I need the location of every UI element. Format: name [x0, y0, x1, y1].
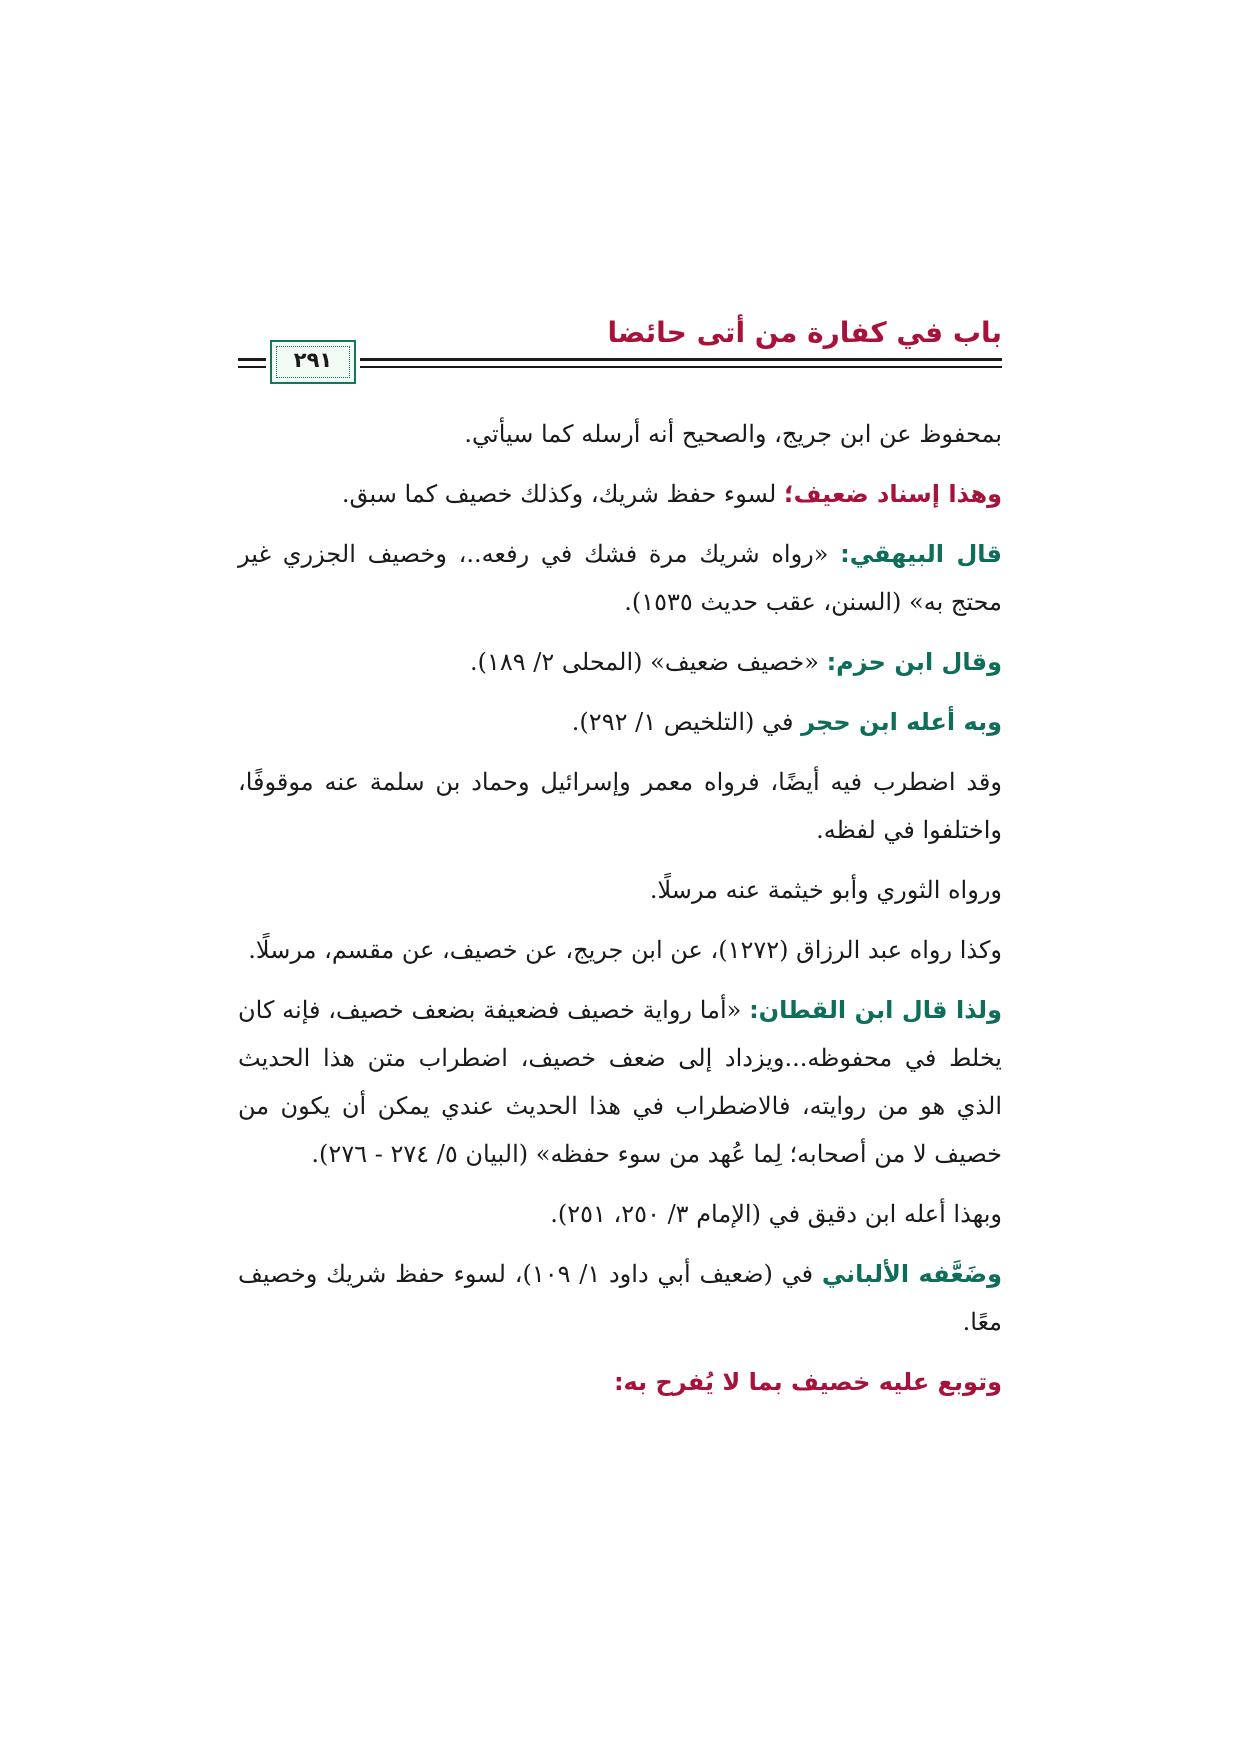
page-number: ٢٩١ — [293, 348, 333, 372]
paragraph-label: وبه أعله ابن حجر — [801, 708, 1002, 736]
paragraph — [238, 1190, 1002, 1238]
paragraph-text: بمحفوظ عن ابن جريج، والصحيح أنه أرسله كما سيأتي. — [464, 420, 1002, 448]
chapter-title: باب في كفارة من أتى حائضا — [607, 316, 1002, 349]
body-text — [238, 410, 1002, 1418]
paragraph-text: وكذا رواه عبد الرزاق (١٢٧٢)، عن ابن جريج، عن خصيف، عن مقسم، مرسلًا. — [248, 936, 1002, 964]
paragraph-text: في (ضعيف أبي داود ١/ ١٠٩)، لسوء حفظ شريك وخصيف معًا. — [238, 1260, 1002, 1336]
section-heading: وتوبع عليه خصيف بما لا يُفرح به: — [613, 1368, 1002, 1396]
paragraph-label: وضَعَّفه الألباني — [821, 1260, 1003, 1288]
header-rule — [360, 366, 1002, 368]
paragraph-label: وهذا إسناد ضعيف؛ — [783, 480, 1002, 508]
paragraph-label: وقال ابن حزم: — [826, 648, 1002, 676]
paragraph-label: قال البيهقي: — [840, 540, 1002, 568]
paragraph-text: وبهذا أعله ابن دقيق في (الإمام ٣/ ٢٥٠، ٢٥١). — [550, 1200, 1002, 1228]
paragraph — [238, 758, 1002, 854]
paragraph-text: «رواه شريك مرة فشك في رفعه..، وخصيف الجزري غير محتج به» (السنن، عقب حديث ١٥٣٥). — [238, 540, 1002, 616]
page-number-frame — [270, 340, 356, 384]
paragraph — [238, 986, 1002, 1178]
paragraph-text: لسوء حفظ شريك، وكذلك خصيف كما سبق. — [341, 480, 784, 508]
page-header — [238, 304, 1002, 384]
paragraph — [238, 530, 1002, 626]
paragraph — [238, 638, 1002, 686]
paragraph-text: «أما رواية خصيف فضعيفة بضعف خصيف، فإنه كان يخلط في محفوظه...ويزداد إلى ضعف خصيف، اضطراب متن هذا الحديث الذي هو من روايته، فالاضطراب في هذا الحديث عندي يمكن أن يكون من خصيف لا من أصحابه؛ لِما عُهد من سوء حفظه» (البيان ٥/ ٢٧٤ - ٢٧٦). — [238, 996, 1002, 1168]
header-rule — [360, 358, 1002, 361]
paragraph-label: ولذا قال ابن القطان: — [749, 996, 1002, 1024]
paragraph-text: وقد اضطرب فيه أيضًا، فرواه معمر وإسرائيل وحماد بن سلمة عنه موقوفًا، واختلفوا في لفظه. — [238, 768, 1002, 844]
paragraph — [238, 1250, 1002, 1346]
header-rule — [238, 366, 266, 368]
paragraph-text: ورواه الثوري وأبو خيثمة عنه مرسلًا. — [649, 876, 1002, 904]
header-rule — [238, 358, 266, 361]
paragraph — [238, 698, 1002, 746]
paragraph-text: في (التلخيص ١/ ٢٩٢). — [571, 708, 802, 736]
paragraph — [238, 410, 1002, 458]
paragraph-text: «خصيف ضعيف» (المحلى ٢/ ١٨٩). — [469, 648, 827, 676]
paragraph — [238, 926, 1002, 974]
paragraph — [238, 470, 1002, 518]
paragraph — [238, 866, 1002, 914]
